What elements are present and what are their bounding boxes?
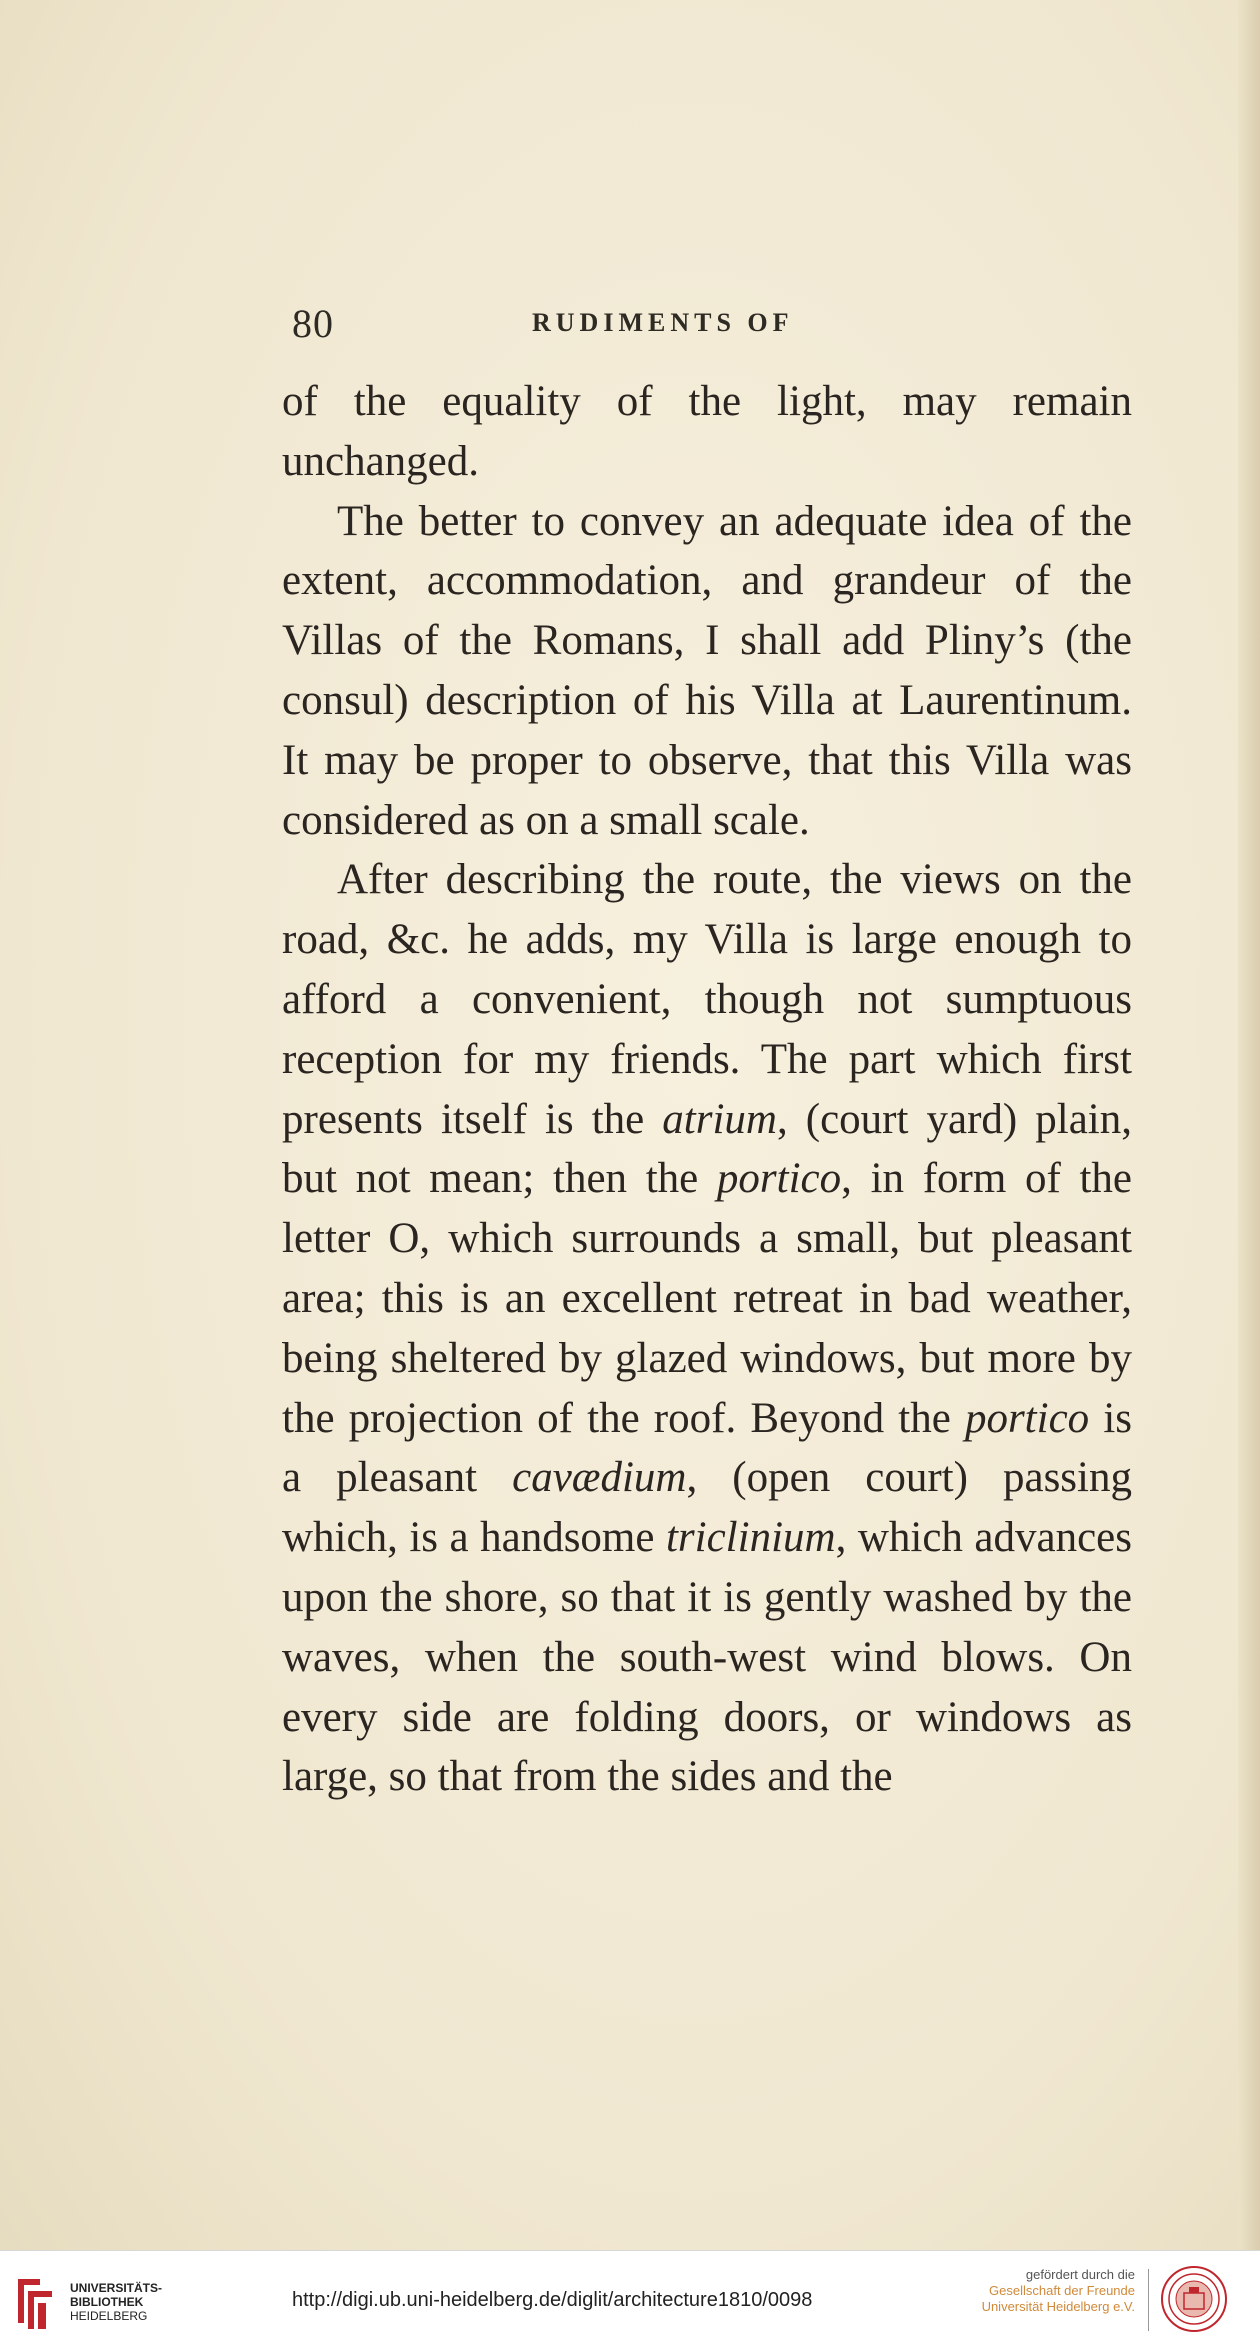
running-head: [292, 300, 1152, 360]
divider: [1148, 2269, 1149, 2331]
text-run: , (court yard) plain, but not mean; then the: [282, 1095, 1132, 1203]
sponsor-org: Gesellschaft der Freunde: [989, 2283, 1135, 2298]
paragraph-2: The better to convey an adequate idea of the extent, accommodation, and grandeur of the Villas of the Romans, I shall add Pliny’s (the consul) description of his Villa at Laurentinum. It may be proper to observe, that this Villa was considered as on a small scale.: [282, 497, 1132, 844]
text-run: , (open court) passing which, is a handsome: [282, 1454, 1132, 1562]
library-logo-icon: [10, 2271, 60, 2331]
text-run: After describing the route, the views on the road, &c. he adds, my Villa is large enough to afford a convenient, though not sumptuous reception for my friends. The part which first presents itself is the: [282, 856, 1132, 1143]
library-name: [70, 2281, 162, 2323]
text-run: , which advances upon the shore, so that it is gently washed by the waves, when the south-west wind blows. On every side are folding doors, or windows as large, so that from the sides and the: [282, 1514, 1132, 1801]
page-gutter: [1238, 0, 1260, 2250]
text-run: , in form of the letter O, which surrounds a small, but pleasant area; this is an excellent retreat in bad weather, being sheltered by glazed windows, but more by the projection of the roof. Beyond the: [282, 1155, 1132, 1442]
sponsor-org: Universität Heidelberg e.V.: [981, 2299, 1135, 2314]
running-title: RUDIMENTS OF: [532, 308, 794, 337]
sponsor-label: gefördert durch die: [1025, 2267, 1135, 2282]
term-portico: portico: [716, 1155, 842, 1203]
library-name-line: HEIDELBERG: [70, 2309, 148, 2323]
term-atrium: atrium: [662, 1095, 777, 1143]
library-name-line: UNIVERSITÄTS-: [70, 2281, 163, 2295]
digitization-footer: [0, 2250, 1260, 2346]
university-seal-icon: [1160, 2265, 1228, 2333]
sponsor-credit: [935, 2267, 1135, 2315]
term-triclinium: triclinium: [665, 1514, 836, 1562]
term-cavaedium: cavædium: [512, 1454, 687, 1502]
page-number: 80: [292, 301, 334, 346]
term-portico: portico: [964, 1394, 1090, 1442]
paragraph-1: of the equality of the light, may remain unchanged.: [282, 378, 1132, 485]
paragraph-3: [282, 850, 1132, 1807]
page-text: [282, 372, 1132, 1807]
permalink-url[interactable]: http://digi.ub.uni-heidelberg.de/diglit/architecture1810/0098: [292, 2289, 813, 2311]
text-run: is a pleasant: [282, 1394, 1133, 1502]
library-name-line: BIBLIOTHEK: [70, 2295, 144, 2309]
